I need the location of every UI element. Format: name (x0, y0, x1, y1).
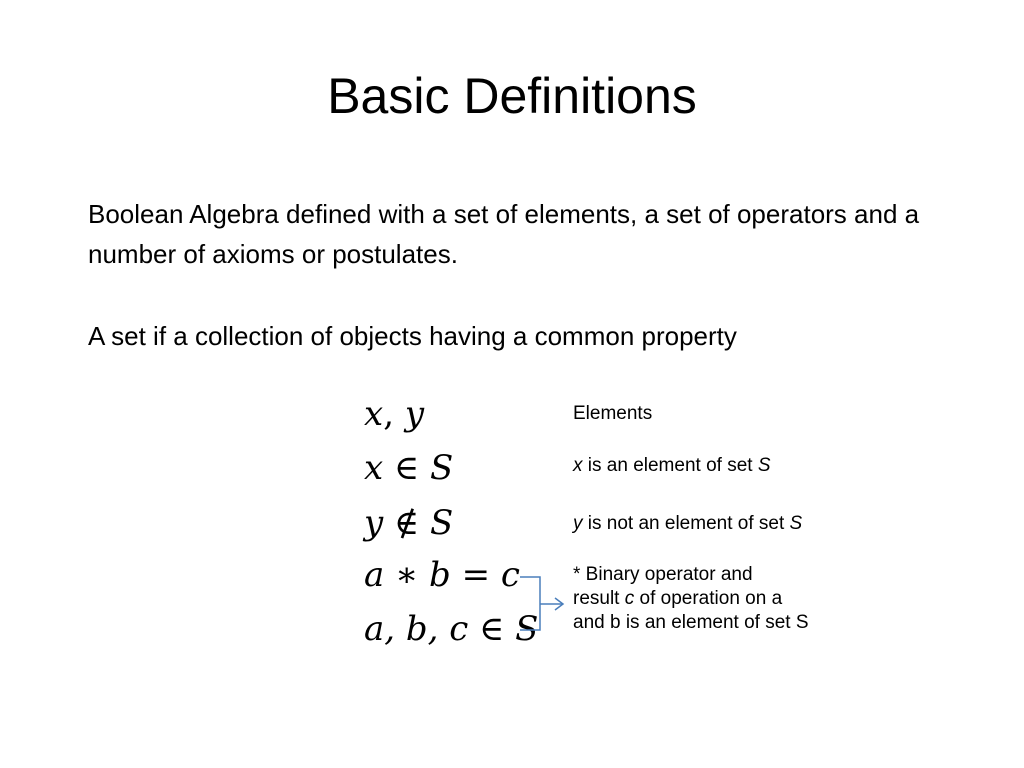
description-var: y (573, 513, 583, 534)
math-element-of (364, 448, 453, 488)
description-set: S (757, 455, 771, 476)
description-line-2-pre: result (573, 588, 625, 609)
math-closure (364, 609, 538, 649)
math-lhs: x (364, 448, 384, 488)
description-text: is not an element of set (582, 513, 790, 534)
intro-paragraph: Boolean Algebra defined with a set of elements, a set of operators and a number of axioms or postulates. (88, 199, 920, 269)
description-elements: Elements (573, 403, 653, 424)
element-of-symbol: ∈ (468, 609, 516, 649)
description-not-element-of (573, 512, 802, 536)
math-var-y: y (404, 394, 425, 434)
not-element-of-symbol: ∉ (383, 503, 431, 543)
math-binary-operation (364, 555, 520, 595)
description-element-of (573, 454, 771, 478)
math-rhs: S (515, 609, 539, 649)
operator-symbol: ∗ (384, 555, 430, 595)
math-rhs: S (430, 503, 454, 543)
description-line-2 (573, 587, 873, 611)
arrow-head-icon (555, 598, 563, 610)
description-line-3: and b is an element of set S (573, 612, 809, 633)
description-binary-operator (573, 563, 873, 635)
math-var-x: x (364, 394, 384, 434)
math-separator: , (383, 394, 405, 434)
element-of-symbol: ∈ (383, 448, 430, 488)
description-set: S (789, 513, 803, 534)
description-line-1: * Binary operator and (573, 564, 753, 585)
math-var-b: b (429, 555, 451, 595)
description-line-2-var: c (624, 588, 635, 609)
set-definition-paragraph: A set if a collection of objects having a common property (88, 321, 737, 351)
math-rhs: S (429, 448, 454, 488)
description-line-2-post: of operation on a (634, 588, 783, 609)
math-var-a: a (364, 555, 385, 595)
math-lhs: y (364, 503, 384, 543)
slide-title: Basic Definitions (327, 68, 697, 124)
math-lhs: a, b, c (364, 609, 469, 649)
description-var: x (573, 455, 583, 476)
equals-symbol: = (450, 555, 501, 595)
math-var-c: c (500, 555, 520, 595)
description-text: is an element of set (582, 455, 758, 476)
math-elements (364, 394, 424, 434)
math-not-element-of (364, 503, 453, 543)
